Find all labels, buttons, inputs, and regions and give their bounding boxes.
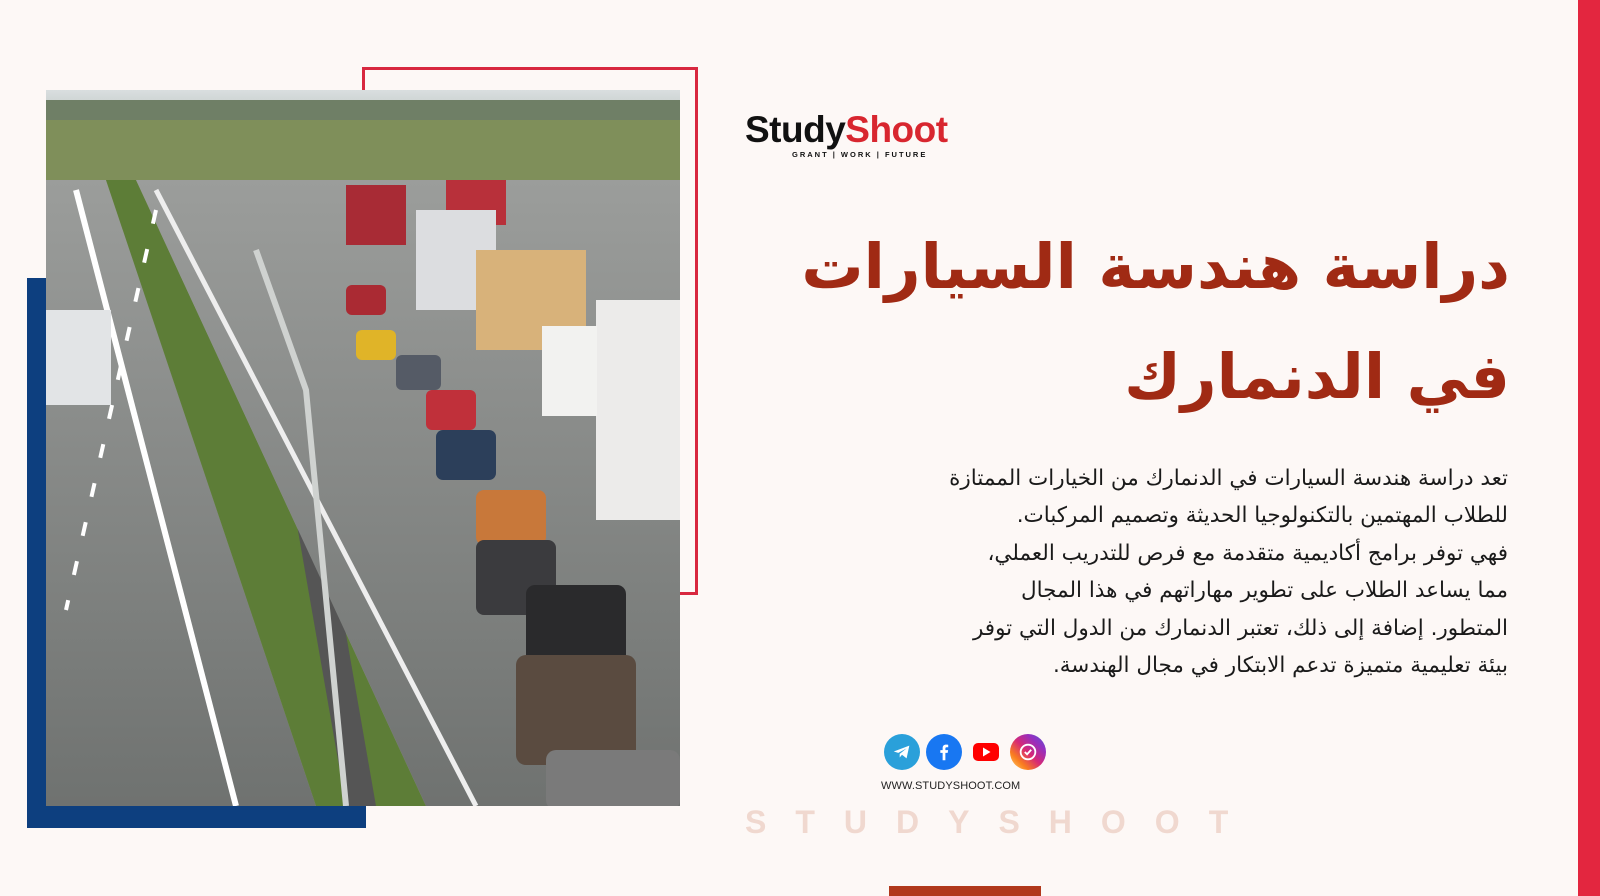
logo-word-shoot: Shoot — [845, 109, 948, 150]
body-line: فهي توفر برامج أكاديمية متقدمة مع فرص للتدريب العملي، — [987, 540, 1508, 566]
body-line: مما يساعد الطلاب على تطوير مهاراتهم في هذا المجال — [1020, 578, 1508, 604]
logo-wordmark — [745, 110, 965, 150]
right-accent-stripe — [1578, 0, 1600, 896]
logo-word-study: Study — [745, 109, 846, 150]
social-links — [884, 734, 1046, 770]
brand-watermark: STUDYSHOOT — [745, 804, 1258, 840]
title-line-2: في الدنمارك — [1124, 340, 1510, 413]
description-paragraph — [818, 460, 1508, 684]
instagram-icon[interactable] — [1010, 734, 1046, 770]
youtube-icon[interactable] — [968, 734, 1004, 770]
facebook-icon[interactable] — [926, 734, 962, 770]
website-url[interactable]: WWW.STUDYSHOOT.COM — [881, 780, 1021, 792]
body-line: للطلاب المهتمين بالتكنولوجيا الحديثة وتصميم المركبات. — [1016, 503, 1508, 529]
page-title — [790, 212, 1510, 432]
telegram-icon[interactable] — [884, 734, 920, 770]
bottom-accent-bar — [889, 886, 1041, 896]
body-line: بيئة تعليمية متميزة تدعم الابتكار في مجال الهندسة. — [1052, 653, 1508, 679]
traffic-jam-photo — [46, 90, 680, 806]
body-line: المتطور. إضافة إلى ذلك، تعتبر الدنمارك من الدول التي توفر — [972, 615, 1508, 641]
body-line: تعد دراسة هندسة السيارات في الدنمارك من الخيارات الممتازة — [949, 466, 1508, 491]
title-line-1: دراسة هندسة السيارات — [801, 230, 1510, 303]
studyshoot-logo[interactable] — [745, 110, 965, 170]
logo-tagline: GRANT | WORK | FUTURE — [792, 150, 928, 159]
